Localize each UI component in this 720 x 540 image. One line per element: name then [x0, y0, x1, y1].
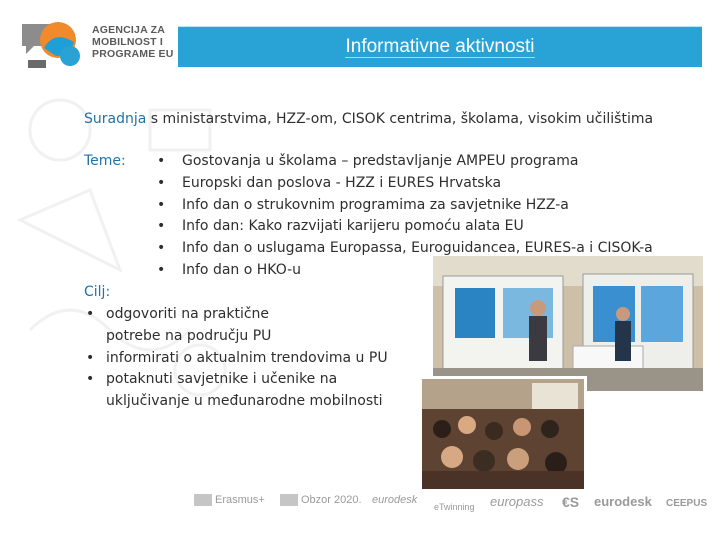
- logo-line-3: PROGRAME EU: [92, 48, 174, 60]
- bullet: •: [86, 349, 95, 366]
- title-bar: [178, 26, 702, 67]
- footer-logo-eures: €S: [562, 494, 580, 510]
- footer-logo-europass: europass: [490, 494, 544, 509]
- eu-flag-icon: [194, 494, 212, 506]
- list-item: [84, 348, 414, 370]
- bullet: •: [157, 261, 166, 278]
- footer-logo-label: Obzor 2020.: [301, 494, 362, 506]
- footer-logo-eurodesk: eurodesk: [594, 494, 652, 509]
- list-item-text: Info dan o strukovnim programima za savjetnike HZZ-a: [182, 196, 569, 213]
- intro-line: [84, 111, 653, 127]
- slide-title-text: Informativne aktivnosti: [345, 36, 535, 57]
- footer-logo-etwinning: eTwinning: [434, 502, 475, 512]
- list-item: [84, 304, 414, 348]
- list-item: [84, 369, 414, 413]
- list-item-text: informirati o aktualnim trendovima u PU: [106, 349, 388, 366]
- intro-highlight: Suradnja: [84, 111, 147, 127]
- bullet: •: [86, 371, 95, 388]
- cilj-list: [84, 304, 414, 413]
- slide-title: [178, 36, 702, 58]
- agency-logo: [18, 16, 178, 74]
- list-item-text: potaknuti savjetnike i učenike na uključivanje u međunarodne mobilnosti: [106, 371, 383, 410]
- bullet: •: [157, 174, 166, 191]
- cilj-label: Cilj:: [84, 284, 111, 300]
- audience-photo: [419, 376, 587, 492]
- teme-label: Teme:: [84, 153, 126, 169]
- list-item-text: Info dan o HKO-u: [182, 261, 302, 278]
- list-item-text: Info dan o uslugama Europassa, Euroguidancea, EURES-a i CISOK-a: [182, 240, 653, 257]
- speech-bubbles-icon: [18, 16, 86, 72]
- bullet: •: [157, 153, 166, 169]
- list-item-text: Gostovanja u školama – predstavljanje AMPEU programa: [182, 153, 579, 169]
- logo-line-2: MOBILNOST I: [92, 36, 164, 48]
- footer-logo-erasmus: [194, 494, 265, 506]
- footer-logo-label: Erasmus+: [215, 494, 265, 506]
- list-item: [157, 173, 653, 195]
- fair-stand-photo: [433, 256, 703, 391]
- footer-logo-euroguidance: eurodesk: [372, 494, 418, 506]
- list-item: [157, 195, 653, 217]
- logo-line-1: AGENCIJA ZA: [92, 24, 165, 36]
- list-item: [157, 151, 653, 173]
- footer-logos: [190, 490, 710, 520]
- list-item-text: odgovoriti na praktične potrebe na području PU: [106, 306, 272, 344]
- logo-wordmark: [92, 24, 174, 60]
- list-item-text: Info dan: Kako razvijati karijeru pomoću alata EU: [182, 218, 524, 235]
- list-item: [157, 216, 653, 238]
- bullet: •: [157, 240, 166, 257]
- eu-flag-icon: [280, 494, 298, 506]
- intro-rest: s ministarstvima, HZZ-om, CISOK centrima, školama, visokim učilištima: [146, 111, 654, 127]
- bullet: •: [157, 196, 166, 213]
- footer-logo-ceepus: CEEPUS: [666, 498, 708, 509]
- bullet: •: [157, 218, 166, 235]
- bullet: •: [86, 306, 95, 322]
- list-item-text: Europski dan poslova - HZZ i EURES Hrvatska: [182, 174, 502, 191]
- footer-logo-obzor: [280, 494, 362, 506]
